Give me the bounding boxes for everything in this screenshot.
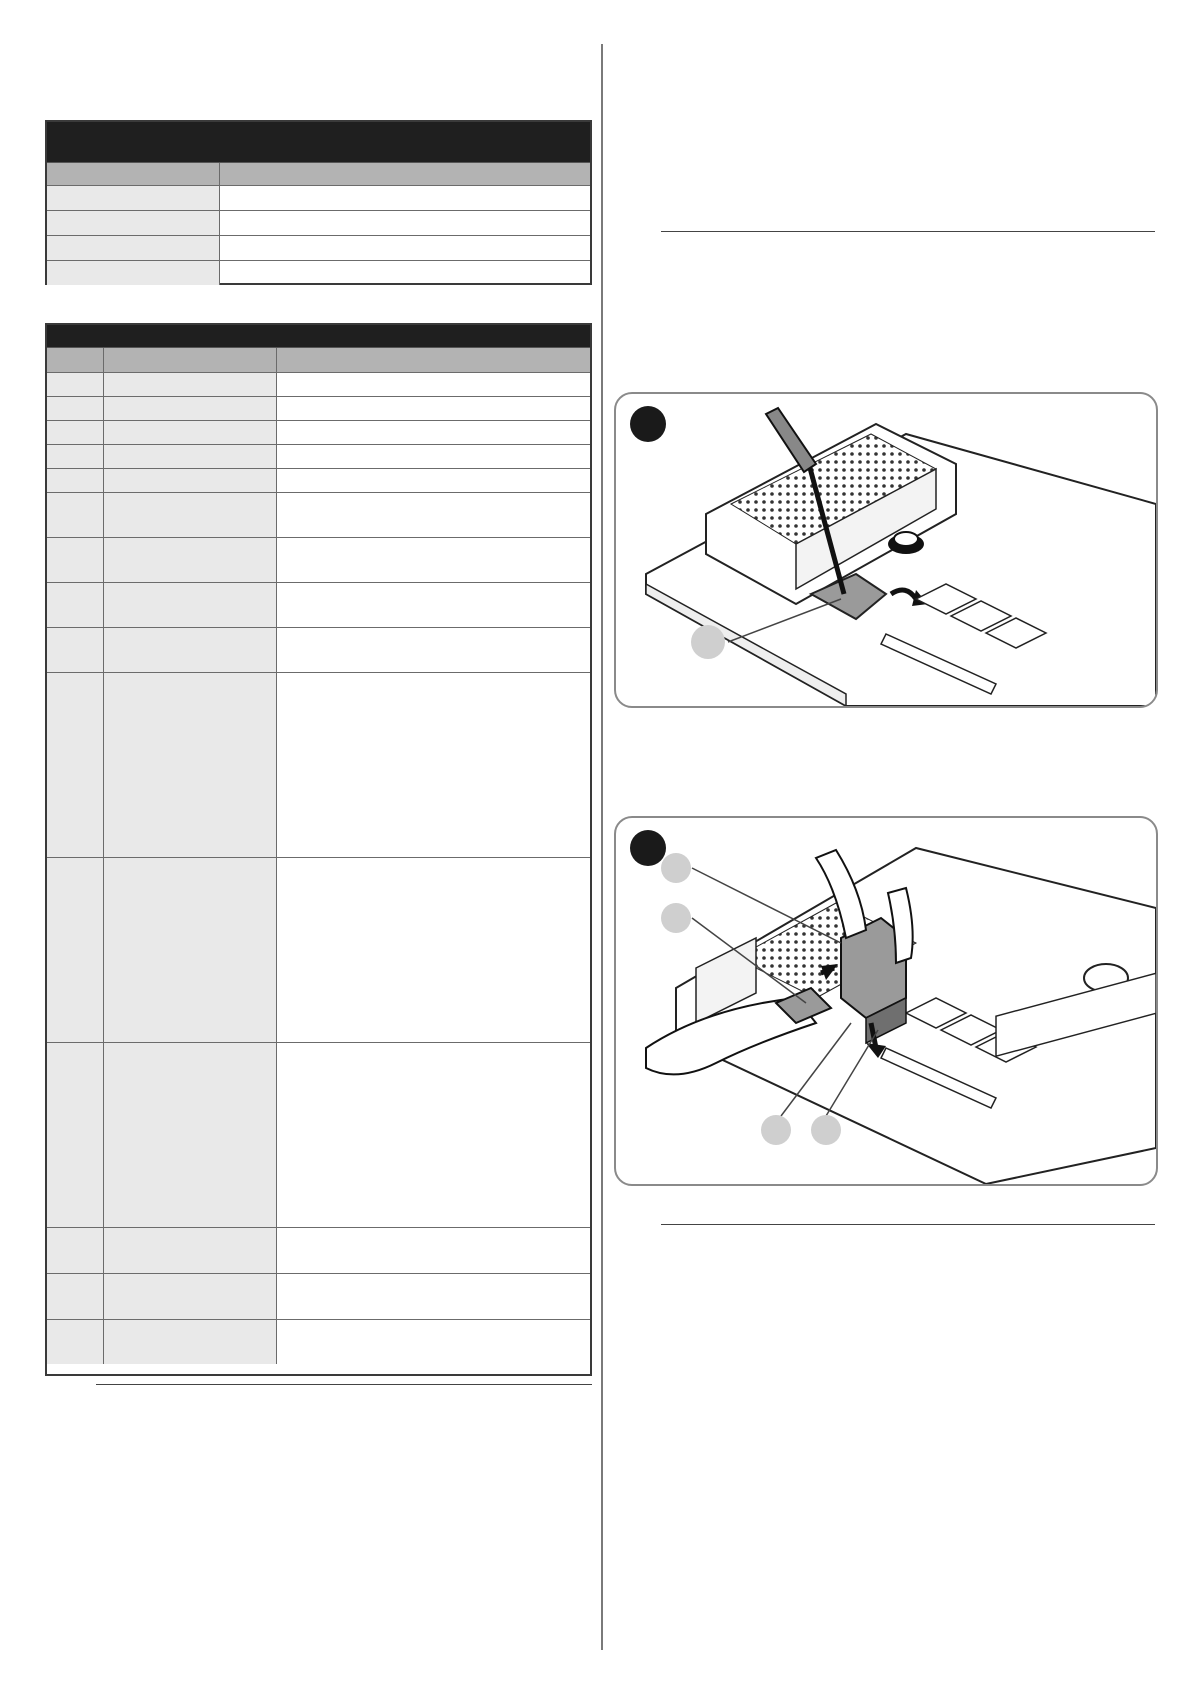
table-row xyxy=(47,1319,590,1364)
section-rule-right-top xyxy=(661,231,1155,232)
figure-2 xyxy=(614,816,1158,1186)
table-row xyxy=(47,235,590,260)
table-row xyxy=(47,492,590,537)
table-row xyxy=(47,1227,590,1273)
table-row xyxy=(47,1273,590,1319)
table-row xyxy=(47,468,590,492)
table-row xyxy=(47,672,590,857)
table-row xyxy=(47,210,590,235)
table-row xyxy=(47,444,590,468)
table-2-column-headers xyxy=(47,347,590,372)
callout-marker xyxy=(661,853,691,883)
table-row xyxy=(47,185,590,210)
table-1-title-bar xyxy=(47,122,590,162)
table-row xyxy=(47,420,590,444)
table-row xyxy=(47,857,590,1042)
table-row xyxy=(47,260,590,285)
column-divider xyxy=(601,44,603,1650)
callout-marker xyxy=(691,625,725,659)
section-rule-left xyxy=(96,1384,592,1385)
figure-1-illustration xyxy=(616,394,1156,706)
spec-table-1 xyxy=(45,120,592,285)
table-row xyxy=(47,582,590,627)
callout-marker xyxy=(811,1115,841,1145)
callout-marker xyxy=(761,1115,791,1145)
table-row xyxy=(47,372,590,396)
table-row xyxy=(47,396,590,420)
table-2-title-bar xyxy=(47,325,590,347)
table-row xyxy=(47,537,590,582)
spec-table-2 xyxy=(45,323,592,1376)
table-row xyxy=(47,1042,590,1227)
figure-1 xyxy=(614,392,1158,708)
table-1-column-headers xyxy=(47,162,590,185)
figure-2-illustration xyxy=(616,818,1156,1184)
section-rule-right-bottom xyxy=(661,1224,1155,1225)
callout-marker xyxy=(661,903,691,933)
table-row xyxy=(47,627,590,672)
